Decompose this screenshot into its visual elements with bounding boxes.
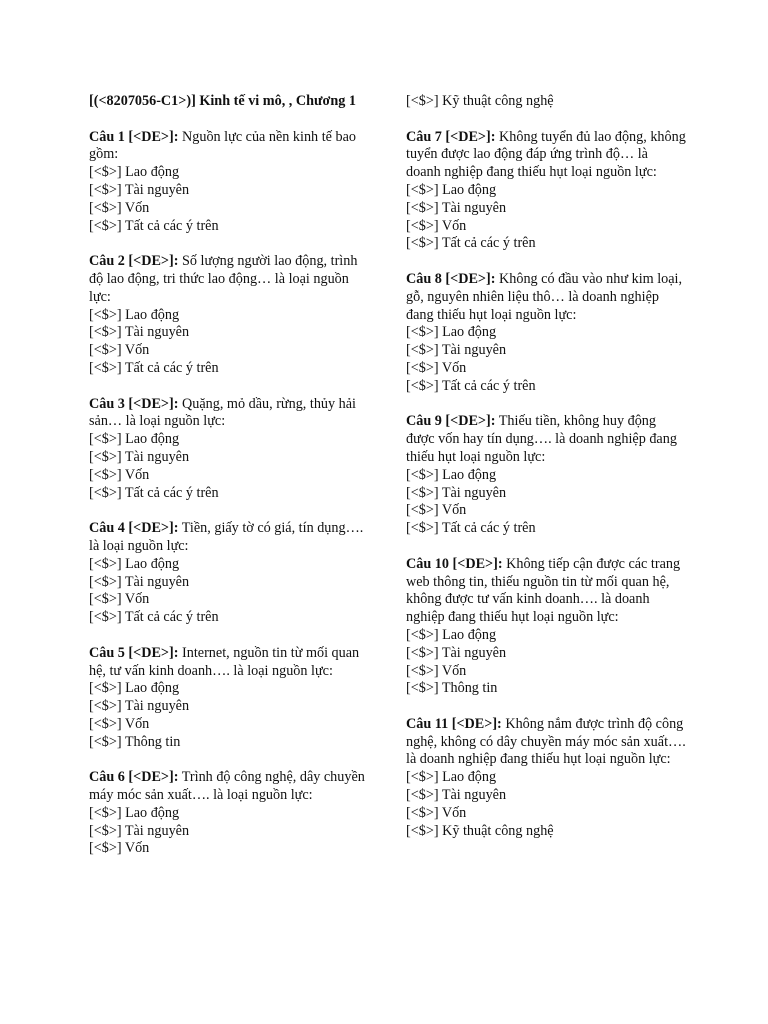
question-number: Câu 10 [<DE>]:: [406, 555, 503, 572]
question-block: [89, 645, 374, 752]
answer-option: [<$>] Lao động: [89, 431, 180, 448]
right-question-list: [406, 129, 686, 841]
question-block: [406, 716, 686, 841]
carried-over-option: [<$>] Kỹ thuật công nghệ: [406, 93, 554, 109]
answer-option: [<$>] Vốn: [406, 359, 467, 376]
question-number: Câu 8 [<DE>]:: [406, 270, 496, 287]
answer-option: [<$>] Vốn: [89, 466, 150, 483]
answer-option: [<$>] Tất cả các ý trên: [406, 377, 536, 394]
question-prompt: Không có đầu vào như kim loại, gỗ, nguyên nhiên liệu thô… là doanh nghiệp đang thiếu hụt loại nguồn lực:: [406, 270, 683, 323]
answer-option: [<$>] Tài nguyên: [406, 199, 507, 216]
question-prompt: Tiền, giấy tờ có giá, tín dụng…. là loại nguồn lực:: [89, 520, 364, 554]
question-number: Câu 4 [<DE>]:: [89, 520, 179, 537]
answer-option: [<$>] Thông tin: [89, 733, 181, 750]
answer-option: [<$>] Lao động: [89, 306, 180, 323]
question-number: Câu 2 [<DE>]:: [89, 253, 179, 270]
question-text: [406, 716, 686, 769]
question-number: Câu 7 [<DE>]:: [406, 128, 496, 145]
answer-option: [<$>] Lao động: [406, 626, 497, 643]
question-prompt: Không tiếp cận được các trang web thông tin, thiếu nguồn tin từ mối quan hệ, không được tư vấn kinh doanh…. là doanh nghiệp đang thiếu hụt loại nguồn lực:: [406, 555, 681, 626]
answer-option: [<$>] Tài nguyên: [406, 644, 507, 661]
question-text: [406, 556, 686, 627]
question-number: Câu 6 [<DE>]:: [89, 769, 179, 786]
question-block: [89, 129, 374, 236]
question-number: Câu 5 [<DE>]:: [89, 644, 179, 661]
question-block: [406, 413, 686, 538]
question-text: [89, 129, 374, 165]
answer-option: [<$>] Lao động: [406, 769, 497, 786]
question-prompt: Nguồn lực của nền kinh tế bao gồm:: [89, 128, 356, 163]
answer-option: [<$>] Vốn: [406, 804, 467, 821]
question-text: [406, 129, 686, 182]
question-block: [89, 396, 374, 503]
question-text: [89, 253, 374, 306]
question-text: [406, 413, 686, 466]
answer-option: [<$>] Lao động: [406, 324, 497, 341]
question-prompt: Internet, nguồn tin từ mối quan hệ, tư vấn kinh doanh…. là loại nguồn lực:: [89, 644, 360, 679]
question-text: [406, 271, 686, 324]
question-block: [89, 253, 374, 378]
answer-option: [<$>] Vốn: [89, 715, 150, 732]
answer-option: [<$>] Tất cả các ý trên: [89, 217, 219, 234]
question-number: Câu 11 [<DE>]:: [406, 715, 502, 732]
answer-option: [<$>] Lao động: [89, 555, 180, 572]
question-prompt: Không tuyển đủ lao động, không tuyển được lao động đáp ứng trình độ… là doanh nghiệp đang thiếu hụt loại nguồn lực:: [406, 128, 686, 181]
question-number: Câu 3 [<DE>]:: [89, 395, 179, 412]
question-text: [89, 520, 374, 556]
answer-option: [<$>] Vốn: [406, 217, 467, 234]
question-prompt: Thiếu tiền, không huy động được vốn hay tín dụng…. là doanh nghiệp đang thiếu hụt loại nguồn lực:: [406, 413, 677, 465]
answer-option: [<$>] Tài nguyên: [406, 484, 507, 501]
answer-option: [<$>] Vốn: [406, 502, 467, 519]
question-number: Câu 1 [<DE>]:: [89, 128, 179, 145]
question-block: [406, 556, 686, 698]
answer-option: [<$>] Tài nguyên: [89, 822, 190, 839]
answer-option: [<$>] Tài nguyên: [406, 787, 507, 804]
answer-option: [<$>] Vốn: [89, 840, 150, 857]
answer-option: [<$>] Tất cả các ý trên: [89, 484, 219, 501]
question-block: [89, 769, 374, 858]
answer-option: [<$>] Lao động: [406, 181, 497, 198]
answer-option: [<$>] Tất cả các ý trên: [406, 235, 536, 252]
answer-option: [<$>] Tài nguyên: [89, 698, 190, 715]
answer-option: [<$>] Vốn: [406, 662, 467, 679]
answer-option: [<$>] Vốn: [89, 342, 150, 359]
answer-option: [<$>] Tài nguyên: [406, 342, 507, 359]
question-prompt: Trình độ công nghệ, dây chuyền máy móc sản xuất…. là loại nguồn lực:: [89, 769, 365, 804]
question-text: [89, 645, 374, 681]
answer-option: [<$>] Tất cả các ý trên: [89, 609, 219, 626]
answer-option: [<$>] Tài nguyên: [89, 448, 190, 465]
question-prompt: Không nắm được trình độ công nghệ, không có dây chuyền máy móc sản xuất…. là doanh nghiệp đang thiếu hụt loại nguồn lực:: [406, 715, 686, 768]
answer-option: [<$>] Lao động: [406, 466, 497, 483]
answer-option: [<$>] Lao động: [89, 680, 180, 697]
answer-option: [<$>] Tài nguyên: [89, 181, 190, 198]
answer-option: [<$>] Kỹ thuật công nghệ: [406, 822, 554, 839]
question-prompt: Quặng, mỏ dầu, rừng, thủy hải sản… là loại nguồn lực:: [89, 395, 356, 430]
question-block: [89, 520, 374, 627]
answer-option: [<$>] Tài nguyên: [89, 324, 190, 341]
answer-option: [<$>] Lao động: [89, 164, 180, 181]
answer-option: [<$>] Vốn: [89, 591, 150, 608]
question-text: [89, 396, 374, 432]
question-prompt: Số lượng người lao động, trình độ lao động, tri thức lao động… là loại nguồn lực:: [89, 253, 358, 305]
left-question-list: [89, 129, 374, 859]
answer-option: [<$>] Lao động: [89, 804, 180, 821]
answer-option: [<$>] Tất cả các ý trên: [406, 520, 536, 537]
answer-option: [<$>] Tất cả các ý trên: [89, 359, 219, 376]
question-text: [89, 769, 374, 805]
answer-option: [<$>] Tài nguyên: [89, 573, 190, 590]
right-column: [406, 93, 686, 858]
question-number: Câu 9 [<DE>]:: [406, 413, 496, 430]
question-block: [406, 129, 686, 254]
question-block: [406, 271, 686, 396]
answer-option: [<$>] Vốn: [89, 199, 150, 216]
document-title: [(<8207056-C1>)] Kinh tế vi mô, , Chương 1: [89, 93, 357, 109]
answer-option: [<$>] Thông tin: [406, 680, 498, 697]
left-column: [89, 93, 374, 876]
